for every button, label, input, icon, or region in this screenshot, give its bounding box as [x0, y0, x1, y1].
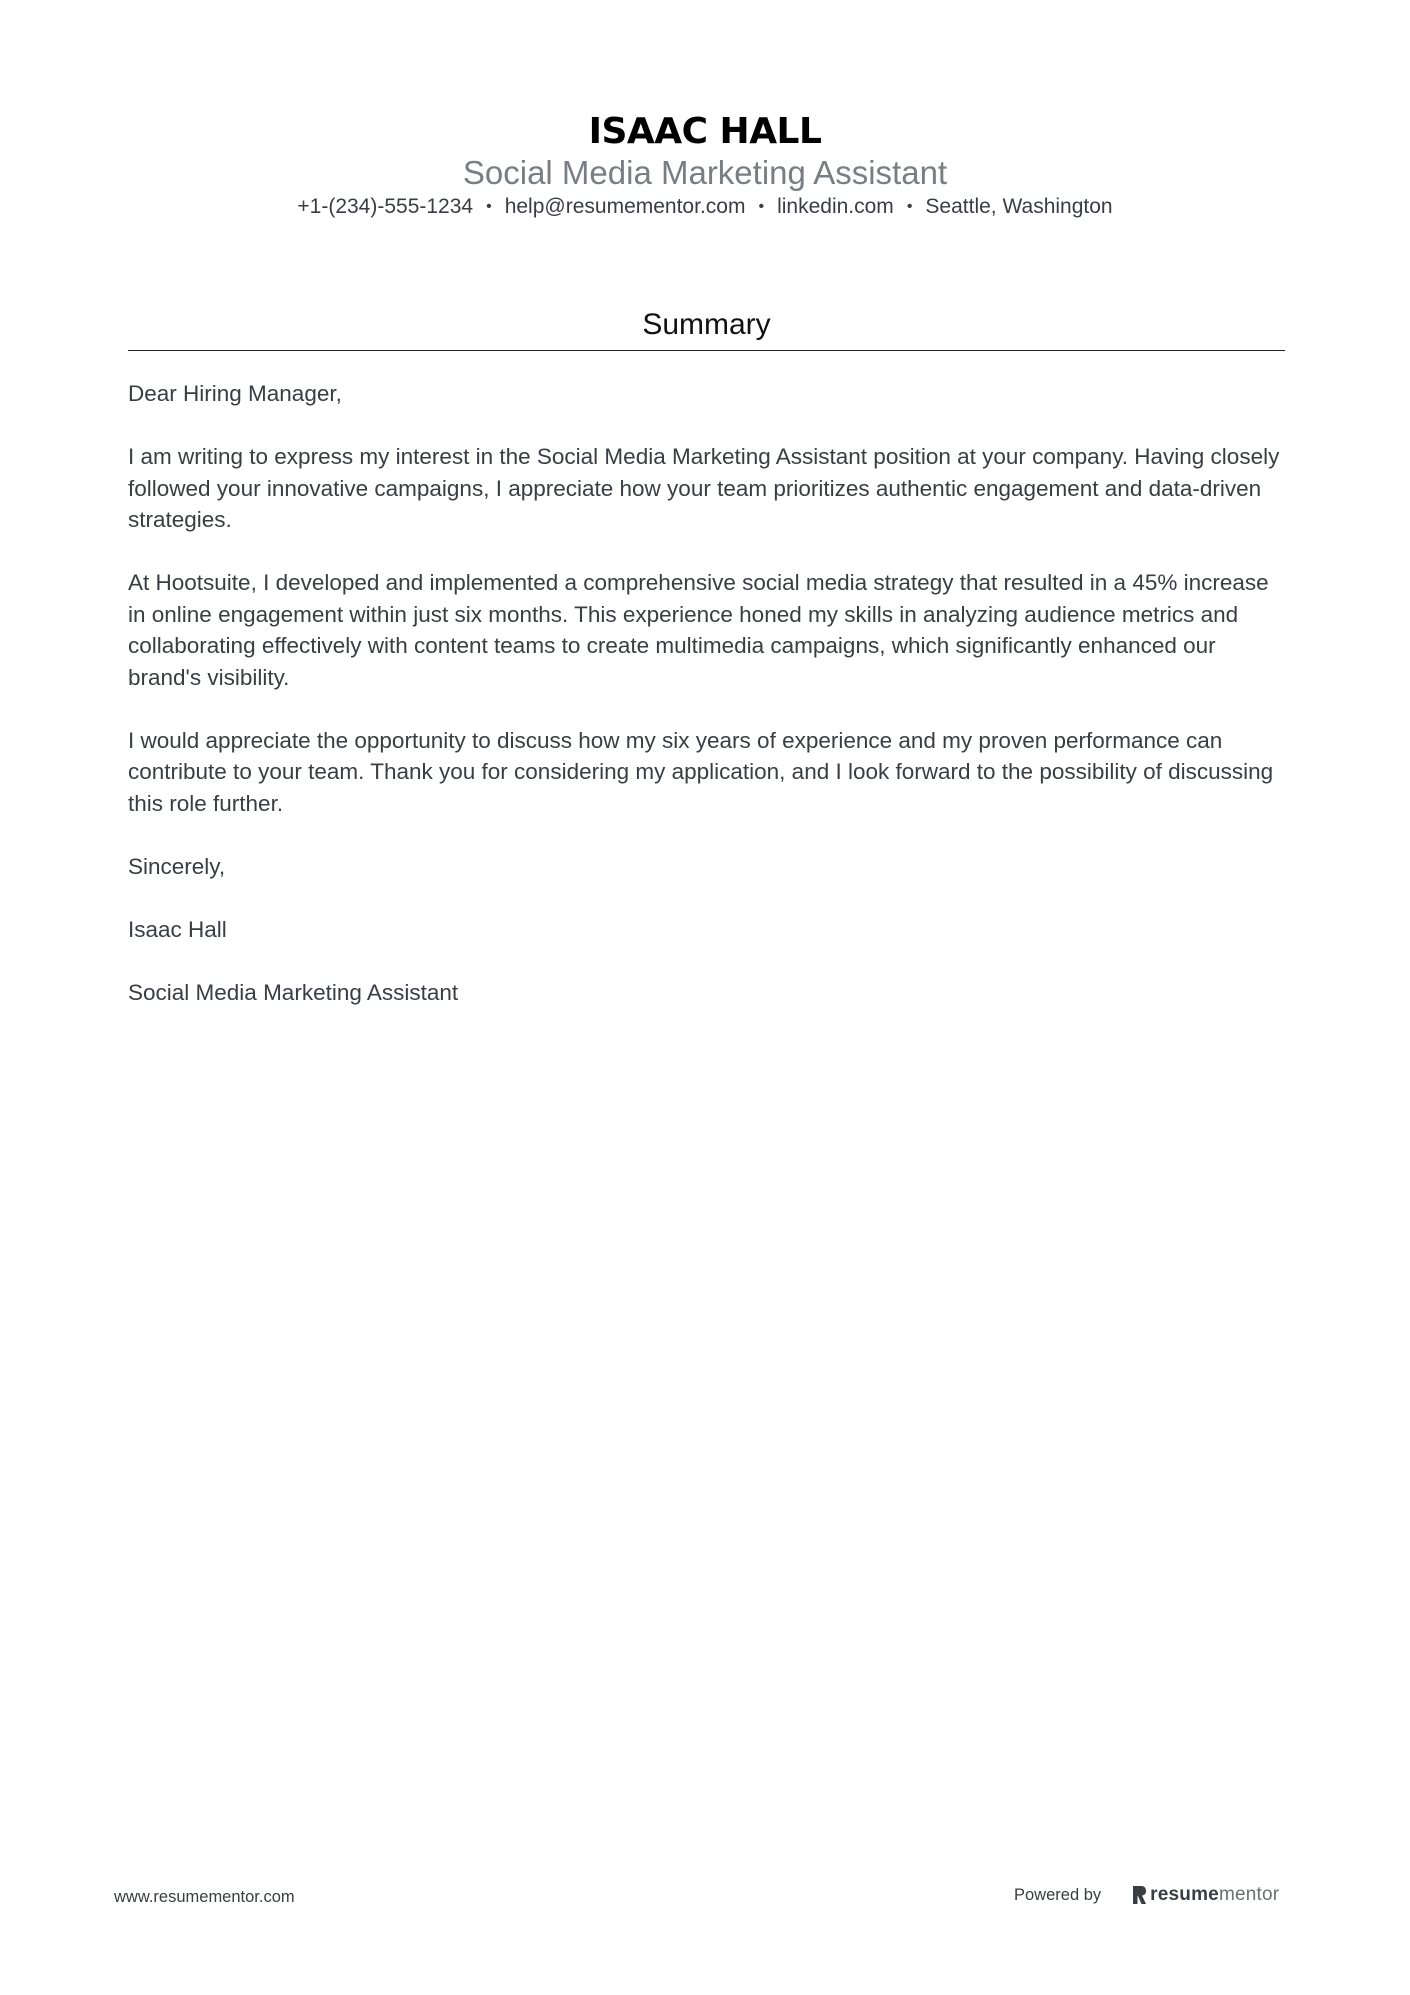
contact-separator: • [906, 198, 913, 215]
brand-name-part2: mentor [1218, 1884, 1280, 1905]
signature-title: Social Media Marketing Assistant [128, 979, 459, 1005]
letter-paragraph: I am writing to express my interest in the Social Media Marketing Assistant position at your company. Having closely followed your innovative campaigns, I appreciate how your team prioritizes authentic engagement and data-driven strategies. [128, 444, 1280, 532]
contact-location: Seattle, Washington [925, 195, 1113, 218]
footer-powered-by [1014, 1884, 1279, 1906]
letter-header [0, 110, 1410, 221]
letter-body [128, 378, 1288, 1040]
letter-greeting: Dear Hiring Manager, [128, 381, 342, 406]
letter-paragraph: I would appreciate the opportunity to discuss how my six years of experience and my proven performance can contribute to your team. Thank you for considering my application, and I look forward to the possibility of discussing this role further. [128, 727, 1274, 816]
contact-linkedin[interactable]: linkedin.com [777, 195, 894, 218]
contact-phone: +1-(234)-555-1234 [297, 195, 474, 218]
contact-separator: • [758, 198, 765, 215]
contact-email[interactable]: help@resumementor.com [504, 195, 746, 218]
brand-name-part1: resume [1150, 1884, 1219, 1905]
footer-website[interactable]: www.resumementor.com [114, 1888, 295, 1906]
brand-logo[interactable] [1131, 1884, 1279, 1906]
signature-name: Isaac Hall [128, 916, 227, 942]
section-title-summary: Summary [642, 308, 771, 341]
applicant-role: Social Media Marketing Assistant [462, 154, 948, 191]
contact-line [0, 193, 1410, 221]
applicant-name: ISAAC HALL [588, 111, 822, 152]
letter-paragraph: At Hootsuite, I developed and implemented a comprehensive social media strategy that resulted in a 45% increase in online engagement within just six months. This experience honed my skills in analyzing audience metrics and collaborating effectively with content teams to create multimedia campaigns, which significantly enhanced our brand's visibility. [128, 570, 1269, 690]
resumementor-logo-icon [1131, 1885, 1147, 1905]
contact-separator: • [486, 198, 492, 215]
letter-closing: Sincerely, [128, 853, 226, 879]
section-divider [128, 350, 1285, 351]
powered-by-label: Powered by [1014, 1885, 1102, 1904]
